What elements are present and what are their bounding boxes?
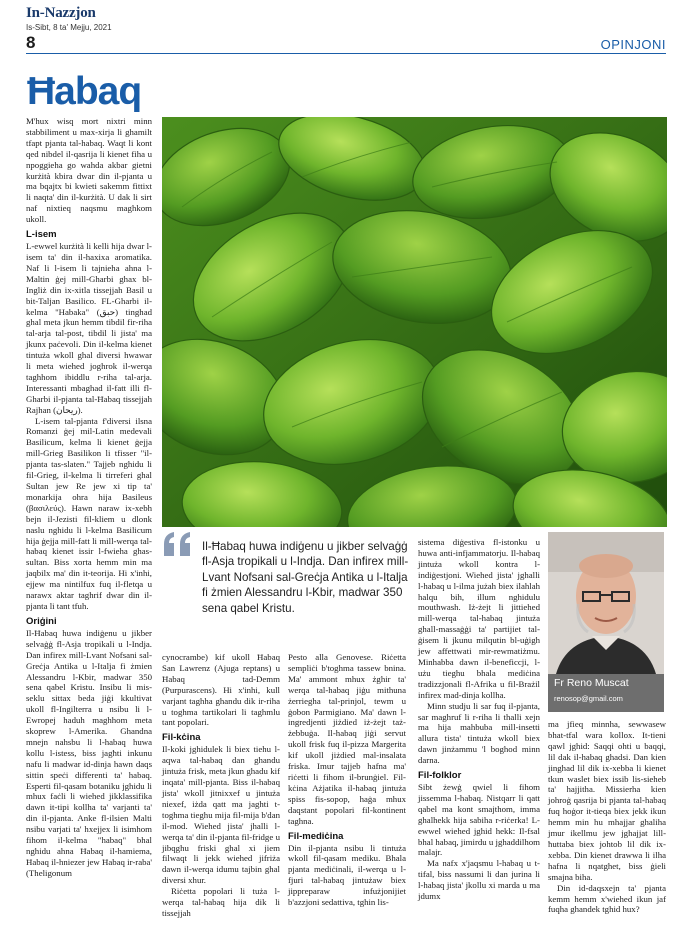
article-column-1 [26,116,152,879]
subheading: Oriġini [26,615,57,627]
subheading: Fil-kċina [162,732,201,744]
paragraph: Sibt żewġ qwiel li fihom jissemma l-habaq. Nistqarr li qatt qabel ma kont smajthom, imma ghalhekk hija sabiha r-riċerka! L-ewwel wiehed jghid hekk: Il-fsal bhal habaq, jimirdu u jghaddilhom malajr. [418,782,540,858]
subheading: Fil-mediċina [288,830,344,842]
paragraph: Il-Ħabaq huwa indiġenu u jikber selvaġġ fl-Asja tropikali u l-Indja. Dan infirex mill-Lvant Nofsani sal-Greċja Antika u l-Italja fi żmien Alessandru l-Kbir, madwar 350 sena qabel Kristu. Insibu li mis-seklu sittax beda jiġi kkultivat ukoll fl-Ingilterra u nsibu li l-Ewropej haduh maghhom meta skoprew l-Amerika. Ghandna mnejn nahsbu li l-habaq huwa kollu l-istess, biss jagħti inkunu nafu li madwar id-dinja hawn daqs sittin speċi differenti ta' habaq. Esperti fil-qasam botaniku jghidu li mhux faċli li wiehed jikklassifika dawn it-tipi kollha ta' varjanti ta' din il-pjanta. Anke fl-ilsien Malti nsibu varjati ta' hxejjex li isimhom fihom il-kelma "habaq" bhal nghidu ahna Ħabaq il-hamiema, Ħabaq il-hniezer jew Ħabaq ir-raba' (Theligonum [26,627,152,878]
page-number: 8 [26,33,36,52]
article-column-5 [548,719,666,915]
subheading: Fil-folklor [418,770,462,782]
paragraph: Riċetta popolari li tuża l-werqa tal-habaq hija dik li tissejjah [162,886,280,918]
paragraph: Din id-daqsxejn ta' pjanta kemm hemm x'wiehed ikun jaf fuqha ghandek tghid hux? [548,882,666,915]
author-name: Fr Reno Muscat [554,677,629,689]
author-email: renosop@gmail.com [554,694,623,703]
masthead-logo: In-Nazzjon [26,5,96,21]
paragraph: L-ewwel kurżità li kelli hija dwar l-isem ta' din il-haxixa aromatika. Naf li l-isem li tajnieha ahna l-Maltin ġej mill-Gharbi ghax bl-Ingliż din ix-xitla tissejjah Basil u bit-Taljan Basilico. FL-Gharbi il-kelma "Habaka" (حبق) tinghad ghal meta jkun hemm tibdil fir-riha tal-arja tal-post, tibdil li jista' ma jkunx paċevoli. Din il-kelma kienet tintuża wkoll ghal diversi hwawar li meta wiehed joghrok il-werqa taghhom ibiddlu r-riha tal-arja. Interessanti mbaghad il-fatt illi fl-Gharbi il-pjanta tal-Ħabaq tissejjah Rajhan (ريحان). [26,241,152,415]
basil-photo [162,117,667,527]
article-column-4 [418,537,540,902]
issue-date: Is-Sibt, 8 ta' Mejju, 2021 [26,23,112,32]
paragraph: Pesto alla Genovese. Riċetta sempliċi b'toghma tassew bnina. Ma' ammont mhux żghir ta' werqa tal-habaq jiġu mithuna żerriegha tal-prinjol, tewm u ġobon Parmigiano. Ma' dawn l-ingredjenti jiżdied iż-żejt taż-żebbuġa. Il-habaq jiġi servut ukoll frisk fuq il-pizza Margerita kif ukoll jiżdied mal-insalata friska. Imur tajjeb hafna ma' riċetti li fihom il-brunġiel. Fil-kċina Ażjatika il-habaq jintuża spiss fis-sopop, haġa mhux daqstant popolari fil-kontinent taghna. [288,652,406,826]
paragraph: Ma nafx x'jaqsmu l-habaq u t-tifal, biss nassumi li dan jurina li l-habaq jista' jkollu xi marda u ma jdumx [418,858,540,902]
paragraph: Din il-pjanta nsibu li tintuża wkoll fil-qasam mediku. Bhala pjanta mediċinali, il-werqa u l-fjuri tal-habaq jintużaw biex jippreparaw infużjonijiet b'azzjoni sedattiva, tghin lis- [288,842,406,908]
author-caption [548,674,664,712]
paragraph: M'hux wisq mort nixtri minn stabbiliment u max-xirja li ghamilt tfapt pjanta tal-habaq. Waqt li kont qed nibdel il-qasrija li kienet fiha u npoggieha go wahda akbar gietni kurżità kbira dwar din il-pjanta u ma bqajtx bi kwieti sakemm fittixt li naqta' din il-kurżità. U dak li sirt naf nixtieq naqsmu maghkom ukoll. [26,116,152,225]
article-column-3 [288,652,406,908]
paragraph: Minn studju li sar fuq il-pjanta, sar maghruf li r-riha li thalli xejn ma hija mahbuba mill-insetti allura tista' tintuża wkoll biex dawn jinżammu 'l boghod minn darna. [418,700,540,766]
quote-icon [162,530,194,558]
pull-quote: Il-Ħabaq huwa indiġenu u jikber selvaġġ fl-Asja tropikali u l-Indja. Dan infirex mill-Lvant Nofsani sal-Greċja Antika u l-Italja fi żmien Alessandru l-Kbir, madwar 350 sena qabel Kristu. [202,540,409,615]
paragraph: cynocrambe) kif ukoll Ħabaq San Lawrenz (Ajuga reptans) u Ħabaq tad-Demm (Purpurascens). Hi x'inhi, kull varjant taghha ghandu dik ir-riha u toghma tartikolari li taghmlu tant popolari. [162,652,280,728]
paragraph: L-isem tal-pjanta f'diversi ilsna Romanzi ġej mil-Latin medevali Basilicum, kelma li kienet ġejja mill-Grieg Basilikon li tfisser "il-pjanta tas-slaten." Tajjeb nghidu li fil-Grieg, il-kelma li tirreferi ghal Sultan jew Re jew xi tip ta' monarkija ohra hija Basileus (βασιλεύς). Hawn naraw ix-xebh bejn il-Jezisti fil-kliem u dlonk naslu nghidu li l-kelma Basilicum hija ġejja mill-fatt li mill-werqa tal-habaq kienet issir l-fwieha ghas-sultan. Biss xorta hemm min ma jaqbilx ma' din it-teorija. Hi x'inhi, ejjew ma nintilfux fuq il-fletqa u narawx aktar taghrif dwar din il-pjanta li tant tfuh. [26,415,152,611]
subheading: L-isem [26,229,57,241]
article-title: Ħabaq [27,70,142,113]
paragraph: Il-koki jghidulek li biex tiehu l-aqwa tal-habaq dan ghandu jintuża frisk, meta jkun ghadu kif inqata' mill-pjanta. Biss il-habaq jista' wkoll jitnixxef u jintuża niexef, iżda qatt ma jaghti t-toghma tieghu mija fil-mija b'dan il-mod. Wiehed jista' jhalli l-werqa ta' din il-pjanta fil-fridge u jibqghu friski ghal xi jiem filwaqt li jekk wiehed jifriża dawn il-werqa idumu tajbin ghal diversi xhur. [162,744,280,886]
article-column-2 [162,652,280,919]
header-divider [26,53,666,54]
paragraph: ma jfieq minnha, sewwasew bhat-tfal wara kollox. It-tieni qawl jghid: Saqqi ohti u baqqi, lil dak il-habaq ghadsi. Dan kien jinghad lil dik ix-xebba li kienet tkun waslet biex issib lis-sieheb ta' hajjitha. Missierha kien johroġ qasrija bi pjanta tal-habaq fuq hoġor it-tieqa biex jekk ikun hemm min hu mhajjar ghaliha jmur ikellmu jew jghajjat lill-ħuttaba biex johtob lil dik ix-xebba. Din kienet drawwa li ilha hafna li nqatghet, biss ġieli smajna biha. [548,719,666,882]
section-label: OPINJONI [600,37,666,52]
paragraph: sistema diġestiva fl-istonku u huwa anti-infjammatorju. Il-habaq jintuża wkoll kontra l-indiġestjoni. Wiehed jista' jghalli l-habaq u l-ilma jużah biex ilahlah halqu bih, illum nghidulu mouthwash. Iż-żejt li jittiehed mill-werqa tal-habaq jintuża ghall-massaġġi ta' partijiet tal-ġisem li jkunu milqutin bl-uġigh jew affettwati mir-rewmatiżmu. Minhabba dawn il-beneficcji, l-użu tieghu bhala mediċina tradizzjonali fl-Afrika u fil-Brażil infirex mad-dinja kollha. [418,537,540,700]
author-photo [548,532,664,674]
